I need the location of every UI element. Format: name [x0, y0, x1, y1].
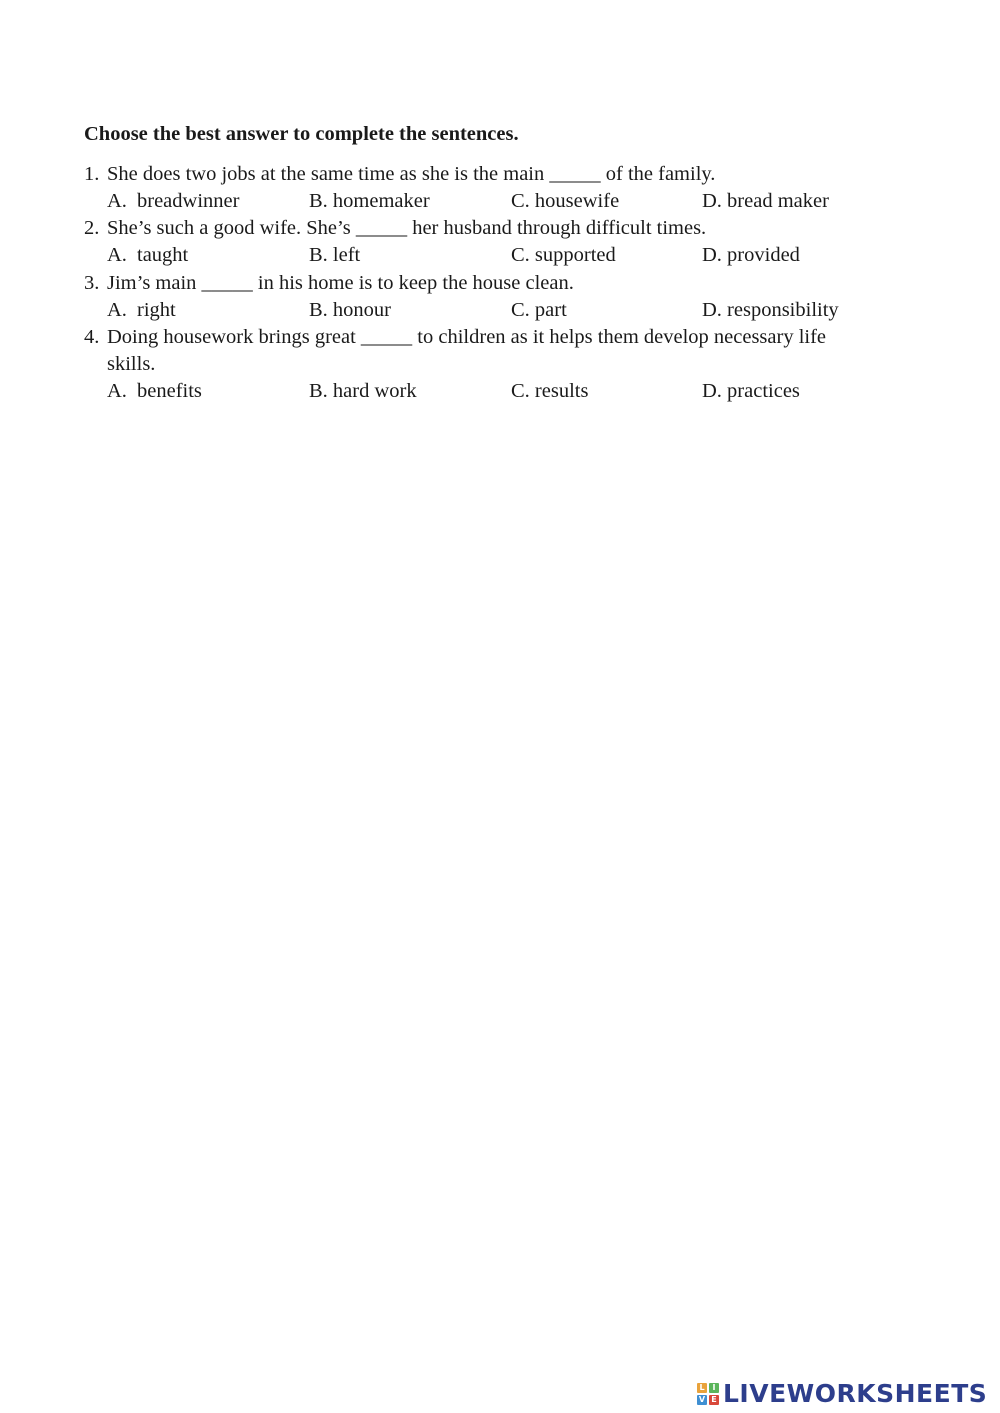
option-c[interactable]: C. supported: [511, 244, 616, 266]
option-text: taught: [137, 244, 189, 266]
option-b[interactable]: B. honour: [309, 299, 391, 321]
option-letter: A.: [107, 299, 127, 321]
option-c[interactable]: C. results: [511, 380, 589, 402]
question-text: Jim’s main _____ in his home is to keep the house clean.: [107, 272, 574, 294]
question-number: 3.: [84, 272, 100, 294]
option-a[interactable]: [107, 188, 239, 214]
option-letter: A.: [107, 380, 127, 402]
option-a[interactable]: [107, 378, 202, 404]
option-b[interactable]: B. homemaker: [309, 190, 430, 212]
option-text: right: [137, 299, 176, 321]
option-d[interactable]: D. provided: [702, 244, 800, 266]
logo-mark-tile: V: [698, 1395, 706, 1404]
option-d[interactable]: D. bread maker: [702, 190, 829, 212]
option-letter: A.: [107, 244, 127, 266]
option-c[interactable]: C. part: [511, 299, 567, 321]
logo-wordmark: LIVEWORKSHEETS: [723, 1379, 988, 1408]
question-text-continued: skills.: [107, 353, 156, 375]
logo-mark-tile: I: [709, 1383, 719, 1393]
logo-mark-tile: L: [697, 1383, 707, 1393]
question-number: 1.: [84, 163, 100, 185]
option-letter: A.: [107, 190, 127, 212]
logo-mark-tile: E: [709, 1395, 719, 1405]
option-text: benefits: [137, 380, 202, 402]
option-a[interactable]: [107, 242, 188, 268]
instruction-heading: Choose the best answer to complete the sentences.: [84, 123, 519, 145]
logo-mark-icon: [697, 1383, 719, 1405]
option-b[interactable]: B. hard work: [309, 380, 417, 402]
option-c[interactable]: C. housewife: [511, 190, 620, 212]
option-b[interactable]: B. left: [309, 244, 361, 266]
question-number: 2.: [84, 217, 100, 239]
option-d[interactable]: D. responsibility: [702, 299, 839, 321]
question-text: She does two jobs at the same time as she is the main _____ of the family.: [107, 163, 716, 185]
option-text: breadwinner: [137, 190, 240, 212]
question-number: 4.: [84, 326, 100, 348]
question-text: She’s such a good wife. She’s _____ her husband through difficult times.: [107, 217, 707, 239]
option-a[interactable]: [107, 297, 176, 323]
question-text: Doing housework brings great _____ to children as it helps them develop necessary life: [107, 326, 827, 348]
liveworksheets-logo[interactable]: [697, 1377, 987, 1411]
option-d[interactable]: D. practices: [702, 380, 800, 402]
